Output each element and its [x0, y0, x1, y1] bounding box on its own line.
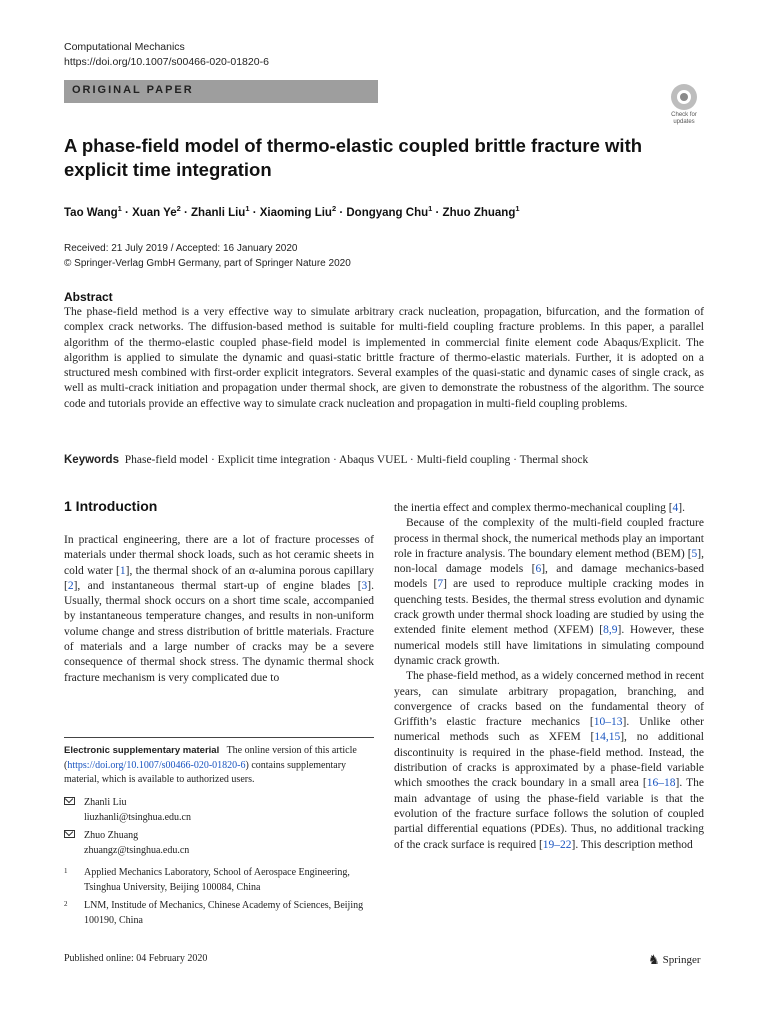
published-online: Published online: 04 February 2020	[64, 953, 208, 964]
keywords-text: Phase-field model · Explicit time integration · Abaqus VUEL · Multi-field coupling · Thermal shock	[124, 454, 589, 466]
author-name: Zhanli Liu	[84, 797, 127, 808]
abstract-text: The phase-field method is a very effective way to simulate arbitrary crack nucleation, propagation, bifurcation, and the formation of complex crack networks. The diffusion-based method is suitable for multi-field coupling fracture problems. In this paper, a parallel algorithm of the thermo-elastic coupled phase-field model is implemented in commercial finite element code Abaqus/Explicit. The algorithm is applied to simulate the dynamic and quasi-static brittle fracture of thermo-elastic materials. Further, it is adopted on a structured mesh combined with first-order explicit integrators. Several examples of the quasi-static and dynamic cases of single crack, as well as multi-crack initiation and propagation under thermal shock, are given to demonstrate the robustness of the algorithm. The source code and tutorials provide an effective way to simulate crack nucleation and propagation in multi-field coupling problems.	[64, 306, 704, 410]
citation-link[interactable]: 19–22	[542, 838, 572, 851]
citation-link[interactable]: 16–18	[646, 777, 676, 790]
abstract-heading: Abstract	[64, 290, 113, 304]
check-updates-icon	[671, 84, 697, 110]
keywords	[64, 454, 588, 466]
footnote-divider	[64, 737, 374, 738]
journal-name: Computational Mechanics	[64, 41, 185, 53]
citation-link[interactable]: 14,15	[594, 731, 621, 744]
publisher-logo[interactable]	[648, 952, 701, 968]
esm-link[interactable]: https://doi.org/10.1007/s00466-020-01820-6	[67, 759, 246, 771]
citation-link[interactable]: 10–13	[593, 716, 623, 729]
author-name: Zhuo Zhuang	[84, 830, 139, 841]
paragraph: The phase-field method, as a widely concerned method in recent years, can simulate arbitrary propagation, branching, and convergence of cracks based on the fundamental theory of Griffith’s elastic fracture mechanics [10–13]. Unlike other numerical methods such as XFEM [14,15], no additional discontinuity is required in the phase-field method. Instead, the distribution of cracks is approximated by a phase-field variable which smoothes the crack boundary in a small area [16–18]. The main advantage of using the phase-field variable is that the evolution of the fracture surface follows the solution of coupled partial differential equations (PDEs). Thus, no additional tracking of the crack surface is required [19–22]. This description method	[394, 670, 704, 851]
author[interactable]: Tao Wang$^1$	[64, 204, 122, 219]
paragraph: Because of the complexity of the multi-field coupled fracture process in thermal shock, the numerical methods play an important role in fracture analysis. The boundary element method (BEM) [5], non-local damage models [6], and damage mechanics-based models [7] are used to reproduce multiple cracking modes in quenching tests. Besides, the thermal stress evolution and dynamic crack growth under thermal shock loading are studied by using the extended finite element method (XFEM) [8,9]. However, these numerical models still have limitations in simulating compound dynamic crack growth.	[394, 517, 704, 667]
envelope-icon	[64, 830, 75, 838]
paper-title: A phase-field model of thermo-elastic coupled brittle fracture with explicit time integration	[64, 135, 643, 180]
citation-link[interactable]: 7	[437, 578, 444, 591]
doi-link[interactable]: https://doi.org/10.1007/s00466-020-01820-6	[64, 56, 269, 68]
intro-column-right	[394, 501, 704, 853]
badge-label-2: updates	[673, 119, 695, 125]
supplementary-material-note: Electronic supplementary material The online version of this article (https://doi.org/10.1007/s00466-020-01820-6) contains supplementary material, which is available to authorized users.	[64, 745, 357, 785]
affiliation-number: 2	[64, 900, 68, 908]
journal-header	[64, 40, 269, 70]
author[interactable]: Xuan Ye$^2$	[132, 204, 181, 219]
citation-link[interactable]: 3	[361, 579, 368, 592]
author[interactable]: Zhanli Liu$^1$	[191, 204, 250, 219]
citation-link[interactable]: 1	[119, 564, 126, 577]
badge-label-1: Check for	[671, 112, 697, 118]
paragraph: the inertia effect and complex thermo-mechanical coupling [4].	[394, 502, 686, 514]
copyright: © Springer-Verlag GmbH Germany, part of Springer Nature 2020	[64, 258, 351, 269]
envelope-icon	[64, 797, 75, 805]
citation-link[interactable]: 4	[672, 502, 679, 514]
corresponding-author	[64, 829, 374, 859]
intro-column-left	[64, 533, 374, 686]
affiliation	[64, 866, 374, 896]
check-for-updates-badge[interactable]	[664, 84, 704, 124]
author[interactable]: Dongyang Chu$^1$	[346, 204, 433, 219]
affiliation-text: Applied Mechanics Laboratory, School of Aerospace Engineering, Tsinghua University, Beijing 100084, China	[84, 867, 350, 893]
author[interactable]: Xiaoming Liu$^2$	[259, 204, 337, 219]
author-email[interactable]: liuzhanli@tsinghua.edu.cn	[84, 811, 191, 823]
citation-link[interactable]: 5	[691, 547, 698, 560]
author-email[interactable]: zhuangz@tsinghua.edu.cn	[84, 844, 190, 856]
affiliation-number: 1	[64, 867, 68, 875]
citation-link[interactable]: 6	[535, 563, 542, 576]
section-heading-introduction: 1 Introduction	[64, 498, 158, 514]
affiliation	[64, 899, 374, 929]
citation-link[interactable]: 2	[67, 579, 74, 592]
keywords-label: Keywords	[64, 454, 119, 466]
publisher-name: Springer	[662, 954, 701, 966]
corresponding-author	[64, 796, 374, 826]
article-type-banner: ORIGINAL PAPER	[64, 80, 378, 103]
citation-link[interactable]: 8,9	[603, 624, 618, 637]
article-dates	[64, 241, 351, 271]
author-list: Tao Wang$^1$ · Xuan $Ye^2$ · Zhanli Liu$^1$ · Xiaoming Liu$^2$ · Dongyang Chu$^1$ · Zhuo Zhuang$^1$	[64, 204, 520, 219]
affiliation-text: LNM, Institude of Mechanics, Chinese Academy of Sciences, Beijing 100190, China	[84, 900, 364, 926]
esm-heading: Electronic supplementary material	[64, 745, 220, 756]
paragraph: In practical engineering, there are a lot of fracture processes of materials under thermal shock loads, such as hot ceramic sheets in cold water [1], the thermal shock of an α-alumina porous capillary [2], and instantaneous thermal start-up of engine blades [3]. Usually, thermal shock occurs on a short time scale, accompanied by instantaneous temperature changes, and results in non-uniform volume change and stress distribution of brittle materials. Fracture of materials and a large number of cracks may be a severe consequence of thermal shock stress. The dynamic thermal shock fracture mechanism is very complicated due to	[64, 534, 374, 684]
springer-horse-icon: ♞	[648, 952, 660, 967]
received-accepted: Received: 21 July 2019 / Accepted: 16 January 2020	[64, 243, 298, 254]
author[interactable]: Zhuo Zhuang$^1$	[442, 204, 520, 219]
